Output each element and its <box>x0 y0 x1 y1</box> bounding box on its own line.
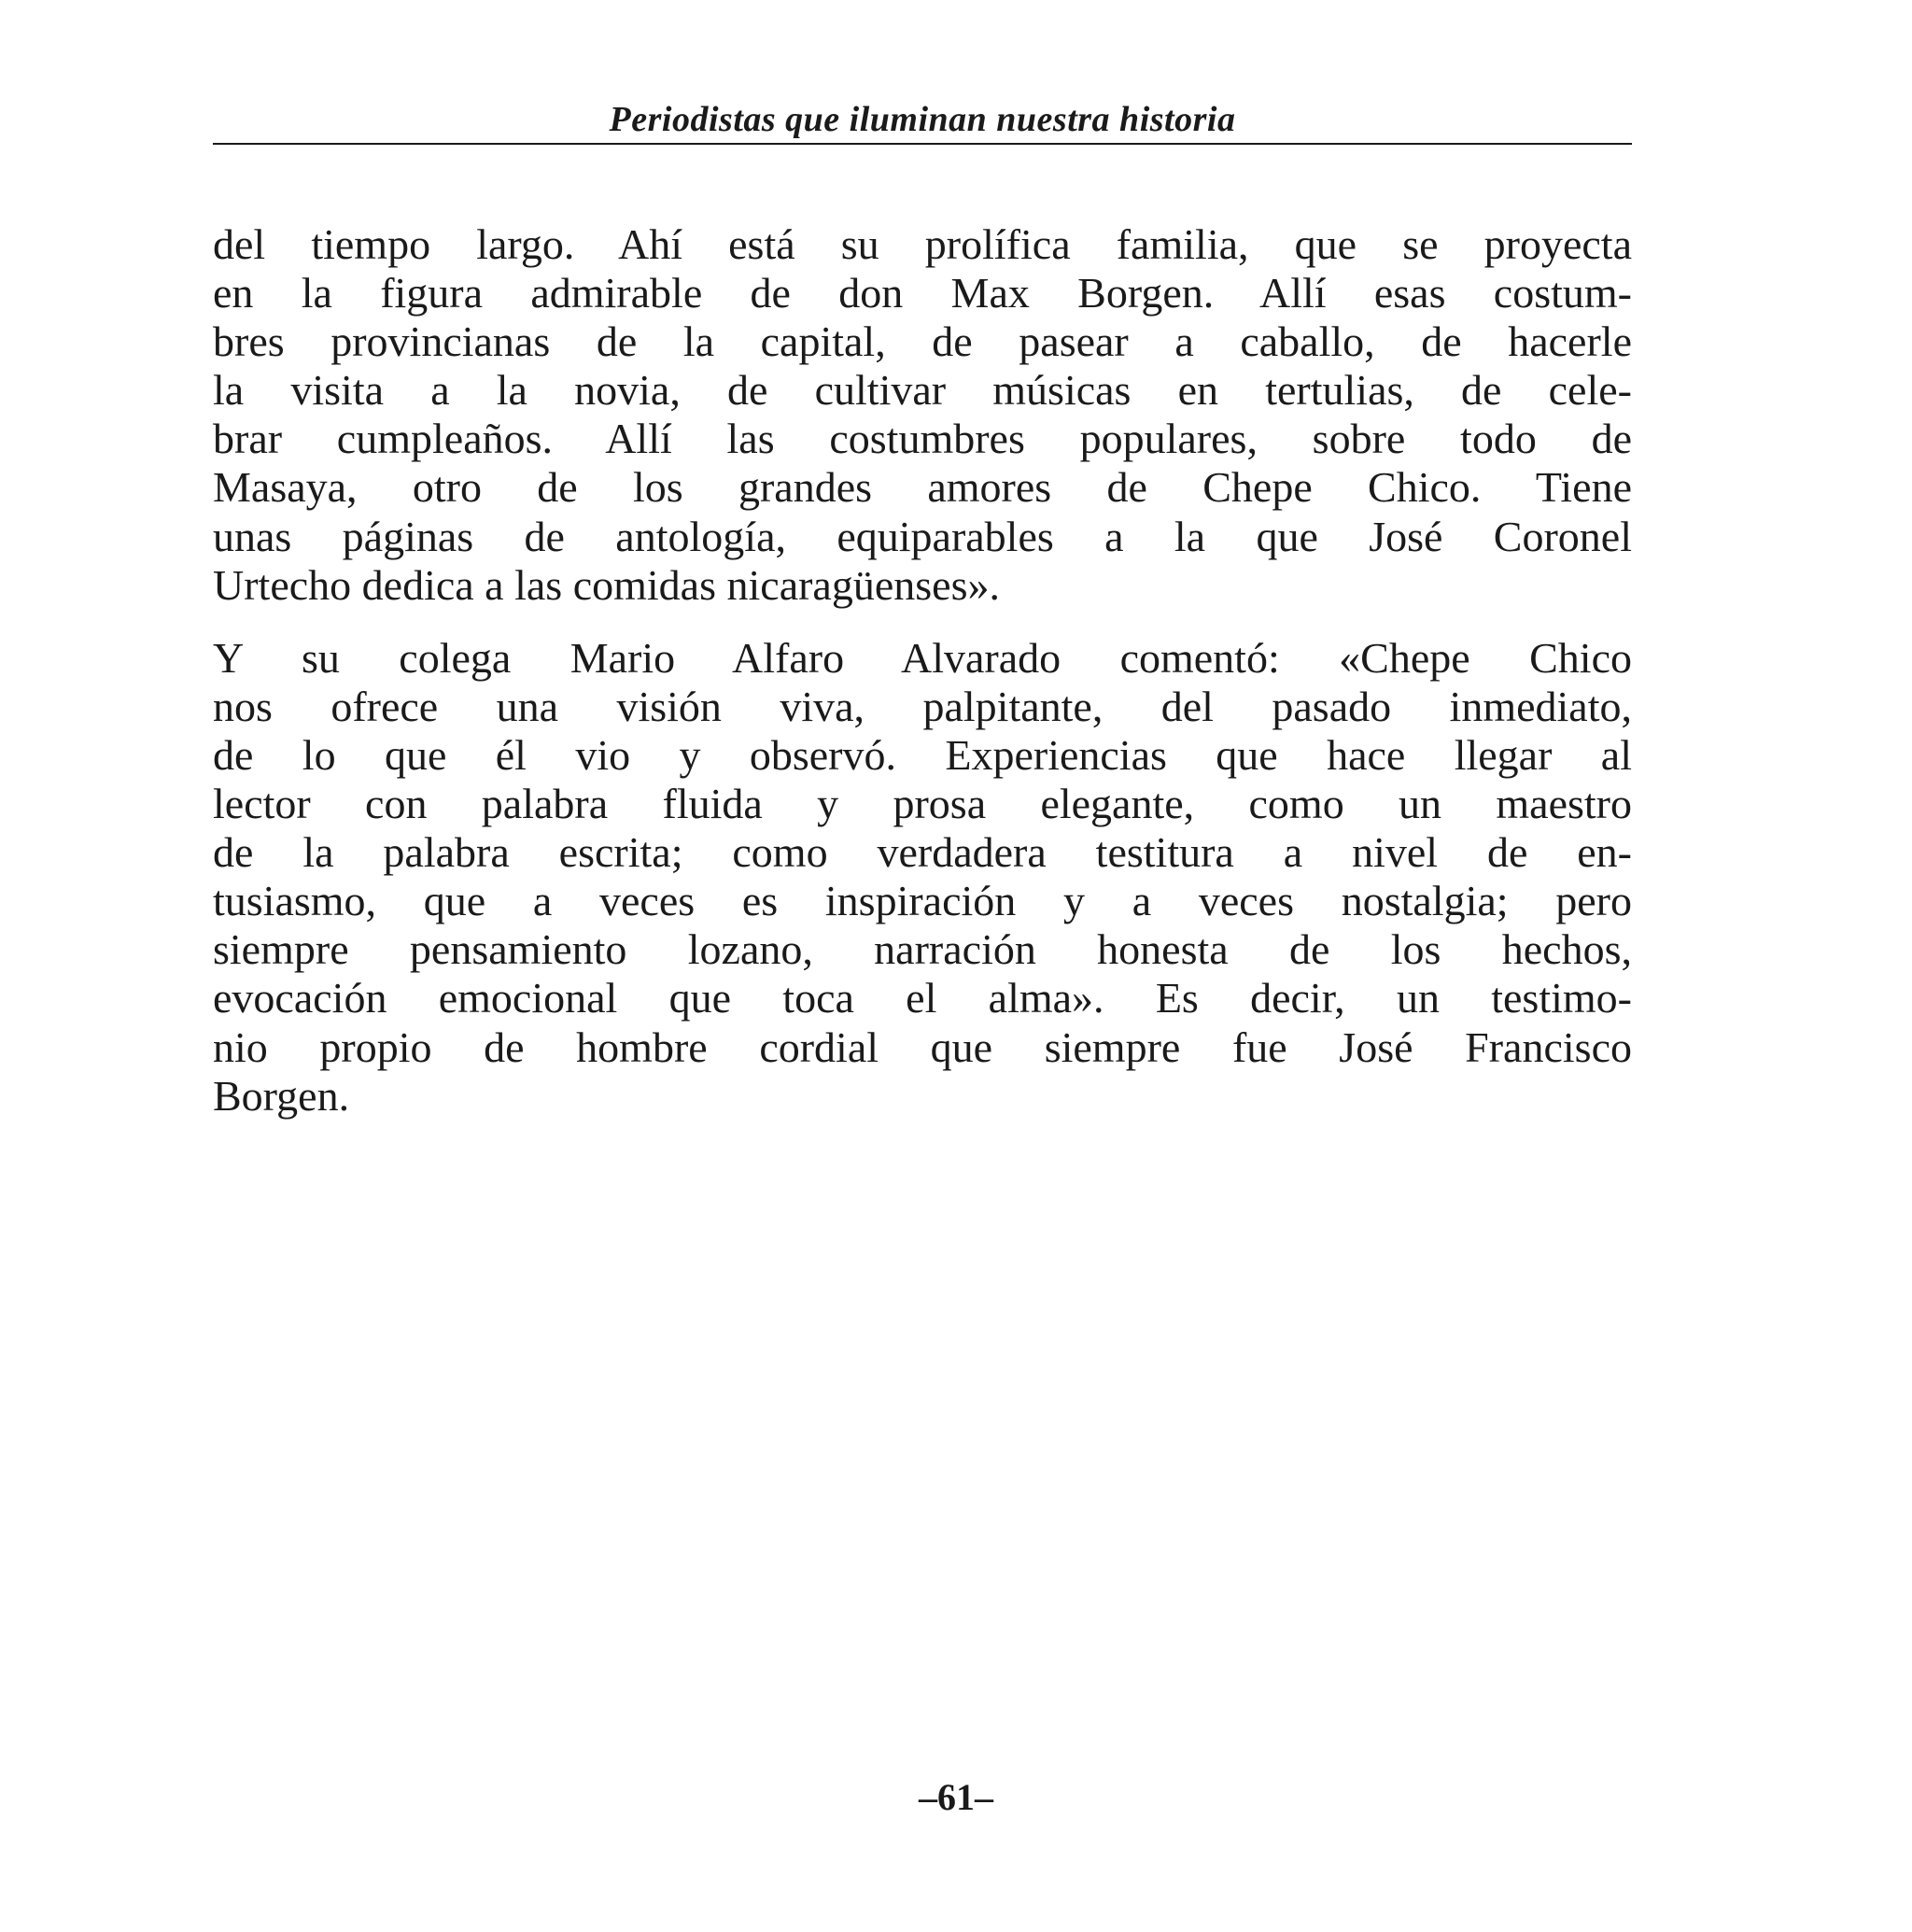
text-line: evocación emocional que toca el alma». Es decir, un testimo- <box>213 974 1632 1022</box>
text-line: nos ofrece una visión viva, palpitante, del pasado inmediato, <box>213 682 1632 730</box>
header-rule <box>213 143 1632 145</box>
text-line: brar cumpleaños. Allí las costumbres populares, sobre todo de <box>213 415 1632 463</box>
text-line: de lo que él vio y observó. Experiencias que hace llegar al <box>213 730 1632 779</box>
text-line: Urtecho dedica a las comidas nicaragüenses». <box>213 560 1000 609</box>
text-line: bres provincianas de la capital, de pasear a caballo, de hacerle <box>213 317 1632 366</box>
text-line: Masaya, otro de los grandes amores de Chepe Chico. Tiene <box>213 463 1632 512</box>
text-line: unas páginas de antología, equiparables a la que José Coronel <box>213 512 1632 560</box>
running-head: Periodistas que iluminan nuestra historia <box>609 100 1236 139</box>
text-line: en la figura admirable de don Max Borgen. Allí esas costum- <box>213 269 1632 317</box>
text-line: siempre pensamiento lozano, narración honesta de los hechos, <box>213 925 1632 974</box>
text-line: nio propio de hombre cordial que siempre fue José Francisco <box>213 1022 1632 1071</box>
body-text <box>213 220 1632 1121</box>
text-line: de la palabra escrita; como verdadera testitura a nivel de en- <box>213 828 1632 877</box>
page-number: –61– <box>919 1776 993 1818</box>
text-line: del tiempo largo. Ahí está su prolífica familia, que se proyecta <box>213 220 1632 268</box>
text-line: la visita a la novia, de cultivar músicas en tertulias, de cele- <box>213 366 1632 415</box>
text-line: Borgen. <box>213 1071 350 1120</box>
text-line: lector con palabra fluida y prosa elegante, como un maestro <box>213 780 1632 828</box>
text-line: Y su colega Mario Alfaro Alvarado comentó: «Chepe Chico <box>213 633 1632 682</box>
text-line: tusiasmo, que a veces es inspiración y a veces nostalgia; pero <box>213 877 1632 925</box>
paragraph-2 <box>213 634 1632 1121</box>
paragraph-1 <box>213 220 1632 610</box>
